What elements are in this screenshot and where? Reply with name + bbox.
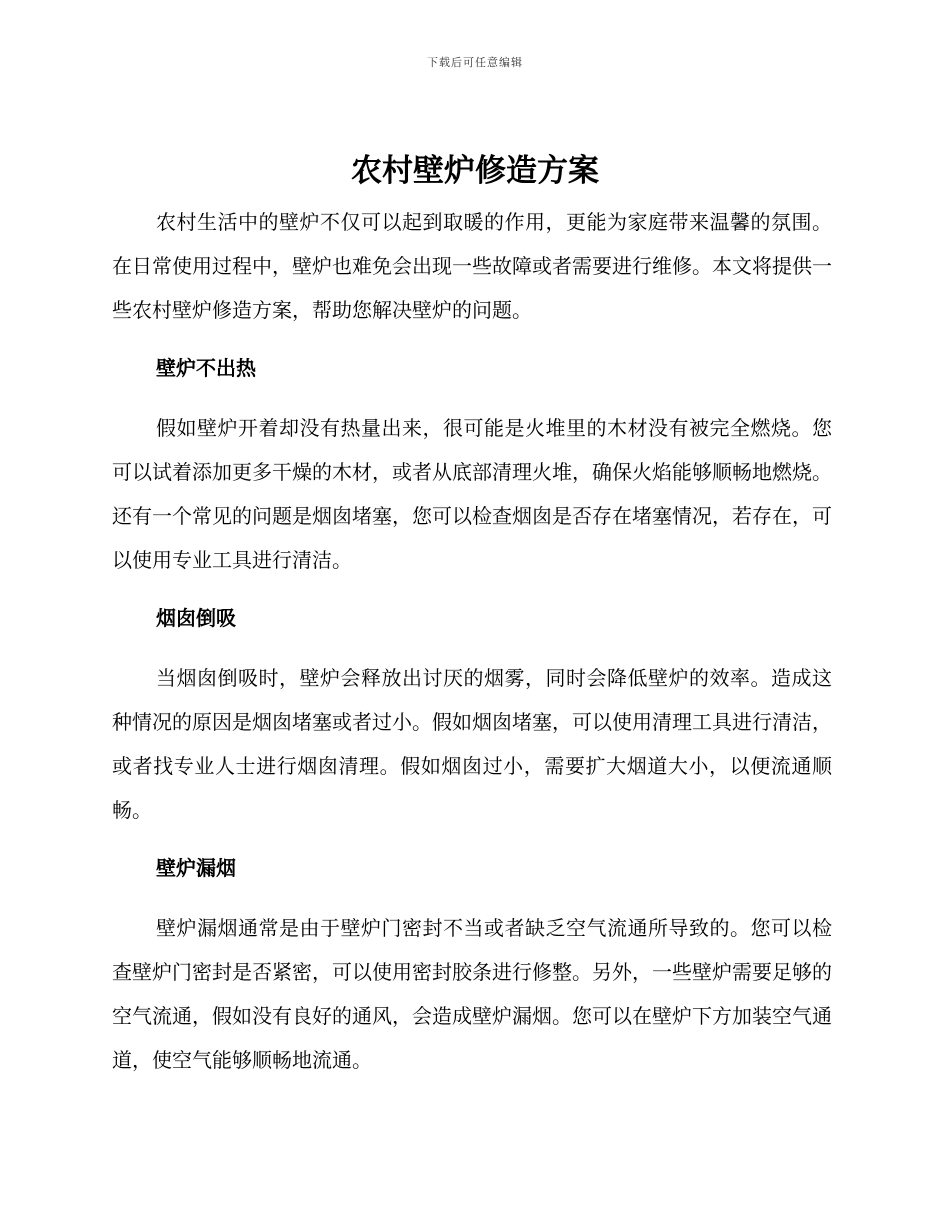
page-header-note: 下载后可任意编辑 [427, 56, 523, 69]
section-heading-chimney-backdraft: 烟囱倒吸 [156, 606, 236, 630]
section-body-no-heat: 假如壁炉开着却没有热量出来，很可能是火堆里的木材没有被完全燃烧。您可以试着添加更多干燥的木材，或者从底部清理火堆，确保火焰能够顺畅地燃烧。还有一个常见的问题是烟囱堵塞，您可以检查烟囱是否存在堵塞情况，若存在，可以使用专业工具进行清洁。 [112, 416, 832, 572]
intro-paragraph: 农村生活中的壁炉不仅可以起到取暖的作用，更能为家庭带来温馨的氛围。在日常使用过程中，壁炉也难免会出现一些故障或者需要进行维修。本文将提供一些农村壁炉修造方案，帮助您解决壁炉的问题。 [112, 210, 832, 322]
section-body-chimney-backdraft: 当烟囱倒吸时，壁炉会释放出讨厌的烟雾，同时会降低壁炉的效率。造成这种情况的原因是烟囱堵塞或者过小。假如烟囱堵塞，可以使用清理工具进行清洁，或者找专业人士进行烟囱清理。假如烟囱过小，需要扩大烟道大小，以便流通顺畅。 [112, 666, 832, 822]
document-body [112, 200, 832, 1082]
section-body-smoke-leak: 壁炉漏烟通常是由于壁炉门密封不当或者缺乏空气流通所导致的。您可以检查壁炉门密封是否紧密，可以使用密封胶条进行修整。另外，一些壁炉需要足够的空气流通，假如没有良好的通风，会造成壁炉漏烟。您可以在壁炉下方加装空气通道，使空气能够顺畅地流通。 [112, 916, 832, 1072]
document-title: 农村壁炉修造方案 [351, 153, 599, 189]
section-heading-no-heat: 壁炉不出热 [156, 356, 256, 380]
section-heading-smoke-leak: 壁炉漏烟 [156, 856, 236, 880]
